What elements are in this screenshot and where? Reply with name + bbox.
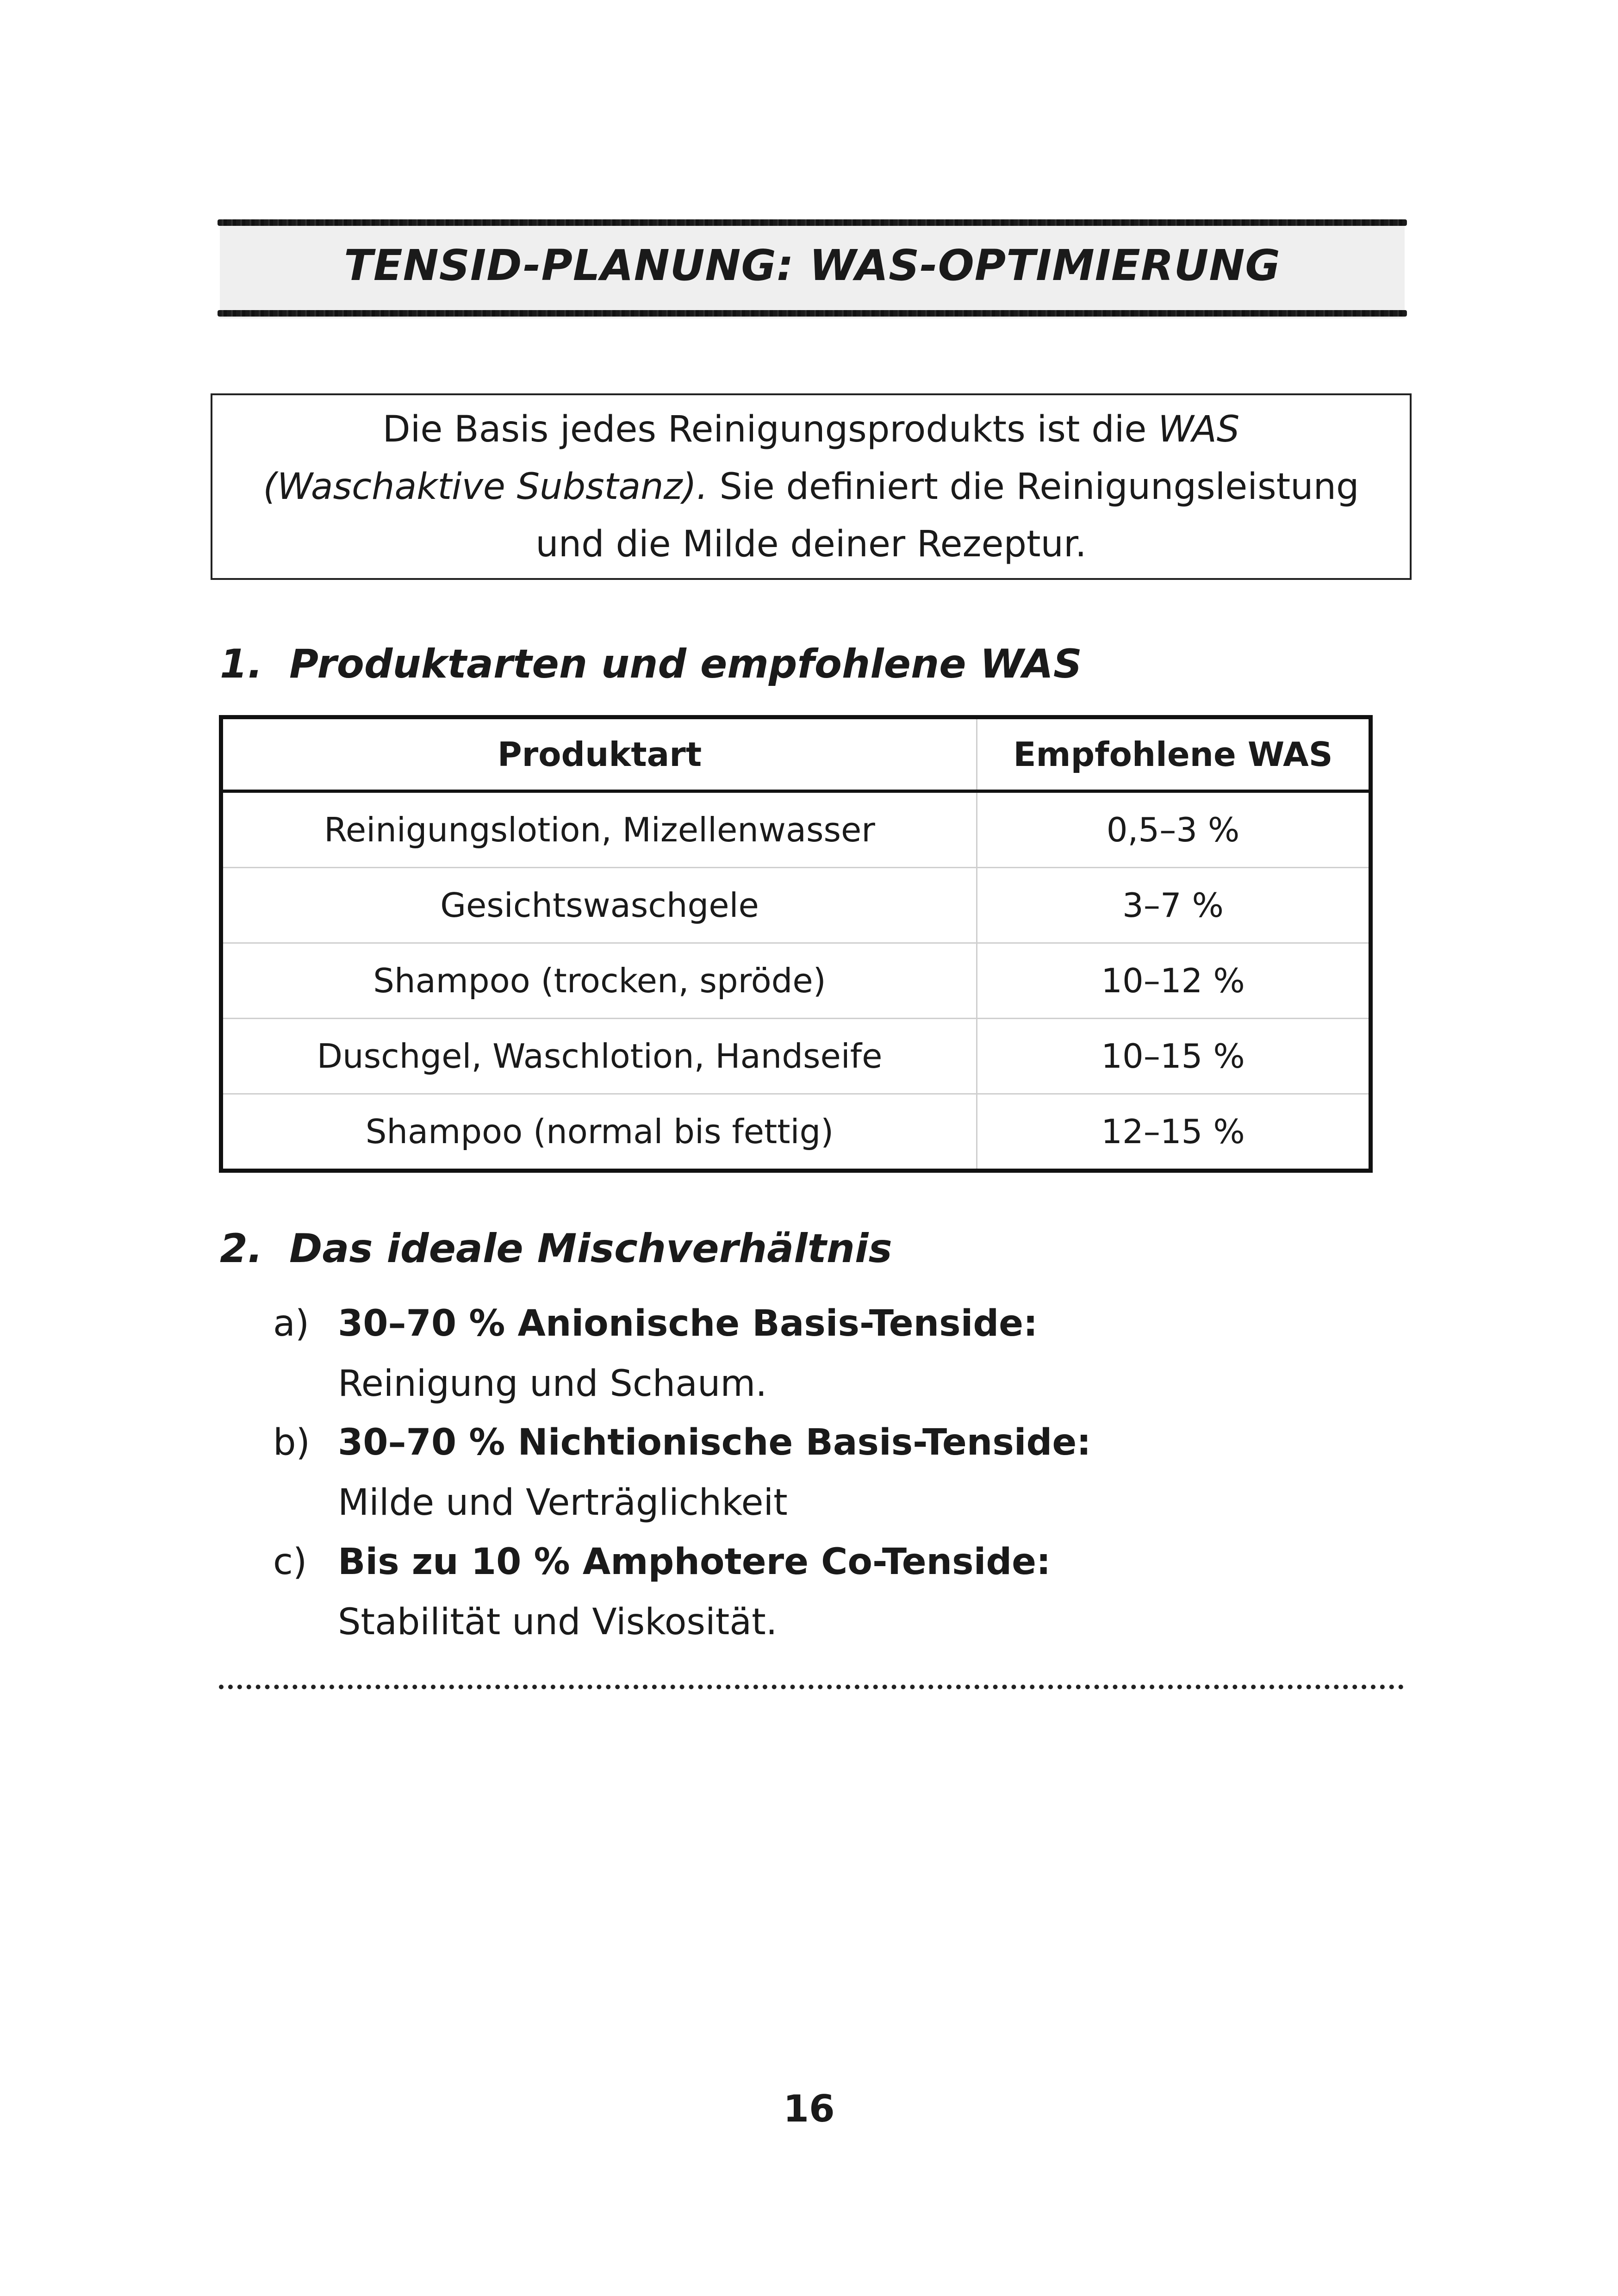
was-table: [219, 715, 1373, 1173]
intro-line-1: Die Basis jedes Reinigungsprodukts ist die WAS: [382, 408, 1240, 450]
table-cell: Shampoo (normal bis fettig): [221, 1094, 977, 1171]
section-heading-1: 1. Produktarten und empfohlene WAS: [220, 641, 1082, 687]
table-cell: Reinigungslotion, Mizellenwasser: [221, 791, 977, 868]
table-cell: Shampoo (trocken, spröde): [221, 943, 977, 1019]
table-cell: Duschgel, Waschlotion, Handseife: [221, 1019, 977, 1094]
title-top-rule: [218, 219, 1407, 226]
list-item: a) 30–70 % Anionische Basis-Tenside: Reinigung und Schaum.: [273, 1303, 1038, 1405]
table-cell: 3–7 %: [977, 868, 1371, 943]
table-row: [221, 868, 1371, 943]
table-cell: 12–15 %: [977, 1094, 1371, 1171]
list-item: b) 30–70 % Nichtionische Basis-Tenside: Milde und Verträglichkeit: [273, 1422, 1091, 1524]
table-cell: Gesichtswaschgele: [221, 868, 977, 943]
page-number: 16: [783, 2087, 835, 2130]
dotted-divider: [219, 1685, 1404, 1689]
table-row: [221, 1019, 1371, 1094]
table-row: [221, 791, 1371, 868]
table-row: [221, 943, 1371, 1019]
table-cell: 10–15 %: [977, 1019, 1371, 1094]
table-row: [221, 1094, 1371, 1171]
column-header-produktart: Produktart: [221, 717, 977, 791]
table-cell: 10–12 %: [977, 943, 1371, 1019]
list-item: c) Bis zu 10 % Amphotere Co-Tenside: Stabilität und Viskosität.: [273, 1541, 1051, 1643]
table-header-row: [221, 717, 1371, 791]
column-header-empfohlene-was: Empfohlene WAS: [977, 717, 1371, 791]
title-bottom-rule: [218, 310, 1407, 317]
section-heading-2: 2. Das ideale Mischverhältnis: [220, 1226, 892, 1272]
table-cell: 0,5–3 %: [977, 791, 1371, 868]
intro-line-2: (Waschaktive Substanz). Sie definiert die Reinigungsleistung: [263, 466, 1359, 508]
intro-box: [211, 393, 1412, 580]
intro-line-3: und die Milde deiner Rezeptur.: [535, 523, 1087, 565]
page-title: TENSID-PLANUNG: WAS-OPTIMIERUNG: [344, 241, 1281, 290]
